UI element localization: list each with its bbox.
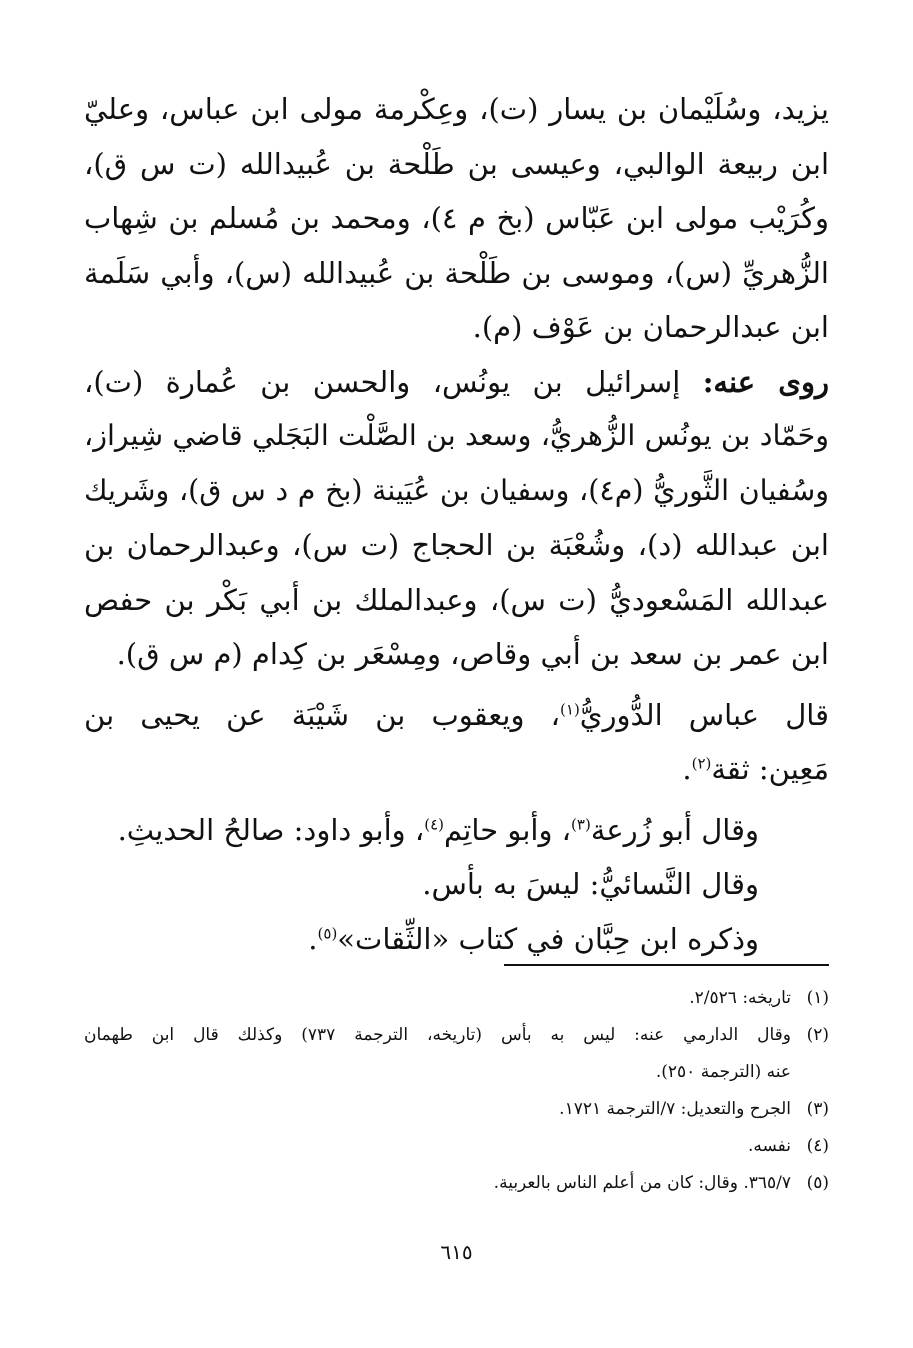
abuzura-text: وقال أبو زُرعة <box>590 812 759 847</box>
text-line: عبدالله المَسْعوديُّ (ت س)، وعبدالملك بن أبي بَكْر بن حفص <box>84 582 829 617</box>
abbas-text-cont: ، ويعقوب بن شَيْبَة عن يحيى بن <box>84 697 561 732</box>
abudawud-text: ، وأبو داود: صالحُ الحديثِ. <box>117 812 425 847</box>
text-line: ابن عبدالرحمان بن عَوْف (م). <box>472 310 829 344</box>
footnote-item <box>84 1091 829 1128</box>
hibban-text: وذكره ابن حِبَّان في كتاب «الثِّقات» <box>337 921 759 956</box>
text-line: ابن عمر بن سعد بن أبي وقاص، ومِسْعَر بن كِدام (م س ق). <box>116 637 829 671</box>
abuhatim-text: ، وأبو حاتِم <box>443 812 572 847</box>
main-text <box>84 82 829 966</box>
footnotes <box>84 980 829 1202</box>
text-line: يزيد، وسُلَيْمان بن يسار (ت)، وعِكْرمة مولى ابن عباس، وعليّ <box>84 92 829 126</box>
abuzura-line <box>84 803 829 858</box>
footnote-line: وقال الدارمي عنه: ليس به بأس (تاريخه، الترجمة ٧٣٧) وكذلك قال ابن طهمان <box>84 1025 791 1045</box>
hibban-text-end: . <box>308 921 318 956</box>
narrated-from-line <box>84 355 829 410</box>
footnote-ref-3[interactable]: (٣) <box>571 814 591 833</box>
footnote-number: (١) <box>806 988 829 1008</box>
footnote-number: (٢) <box>806 1025 829 1045</box>
hibban-line <box>84 912 829 967</box>
text-line: وحَمّاد بن يونُس الزُّهريُّ، وسعد بن الصَّلْت البَجَلي قاضي شِيراز، <box>84 419 829 452</box>
maeen-text: مَعِين: ثقة <box>711 752 829 786</box>
footnote-text <box>84 1017 791 1091</box>
footnote-ref-1[interactable]: (١) <box>560 699 580 718</box>
footnote-line: عنه (الترجمة ٢٥٠). <box>655 1062 791 1082</box>
nasai-line: وقال النَّسائيُّ: ليسَ به بأس. <box>422 867 759 901</box>
narrated-first-text: إسرائيل بن يونُس، والحسن بن عُمارة (ت)، <box>84 364 703 399</box>
footnote-ref-5[interactable]: (٥) <box>317 923 338 942</box>
footnote-line: تاريخه: ٢/٥٢٦. <box>689 988 791 1008</box>
footnote-item <box>84 1017 829 1091</box>
footnote-line: نفسه. <box>747 1136 791 1156</box>
maeen-line <box>84 742 829 797</box>
text-line: ابن عبدالله (د)، وشُعْبَة بن الحجاج (ت س)، وعبدالرحمان بن <box>84 528 829 562</box>
footnote-text <box>84 1165 791 1202</box>
text-line: وسُفيان الثَّوريُّ (م٤)، وسفيان بن عُيَينة (بخ م د س ق)، وشَريك <box>84 473 829 507</box>
footnote-text <box>84 980 791 1017</box>
footnote-text <box>84 1128 791 1165</box>
footnote-ref-4[interactable]: (٤) <box>424 814 444 833</box>
footnote-number: (٣) <box>806 1099 829 1119</box>
maeen-text-end: . <box>682 752 692 786</box>
footnote-text <box>84 1091 791 1128</box>
footnote-item <box>84 980 829 1017</box>
text-line: الزُّهريِّ (س)، وموسى بن طَلْحة بن عُبيدالله (س)، وأبي سَلَمة <box>84 255 829 290</box>
footnote-line: ٣٦٥/٧. وقال: كان من أعلم الناس بالعربية. <box>493 1173 791 1193</box>
footnote-ref-2[interactable]: (٢) <box>691 754 712 773</box>
footnote-separator <box>504 964 829 966</box>
abbas-line <box>84 688 829 743</box>
footnote-item <box>84 1165 829 1202</box>
footnote-number: (٥) <box>806 1173 829 1193</box>
text-line: وكُرَيْب مولى ابن عَبّاس (بخ م ٤)، ومحمد بن مُسلم بن شِهاب <box>84 201 829 235</box>
footnote-item <box>84 1128 829 1165</box>
page-number: ٦١٥ <box>440 1240 473 1264</box>
footnote-number: (٤) <box>806 1136 829 1156</box>
narrated-label: روى عنه: <box>702 364 829 399</box>
abbas-text: قال عباس الدُّوريُّ <box>579 697 829 732</box>
text-line: ابن ربيعة الوالبي، وعيسى بن طَلْحة بن عُبيدالله (ت س ق)، <box>84 146 829 181</box>
footnote-line: الجرح والتعديل: ٧/الترجمة ١٧٢١. <box>559 1099 791 1119</box>
